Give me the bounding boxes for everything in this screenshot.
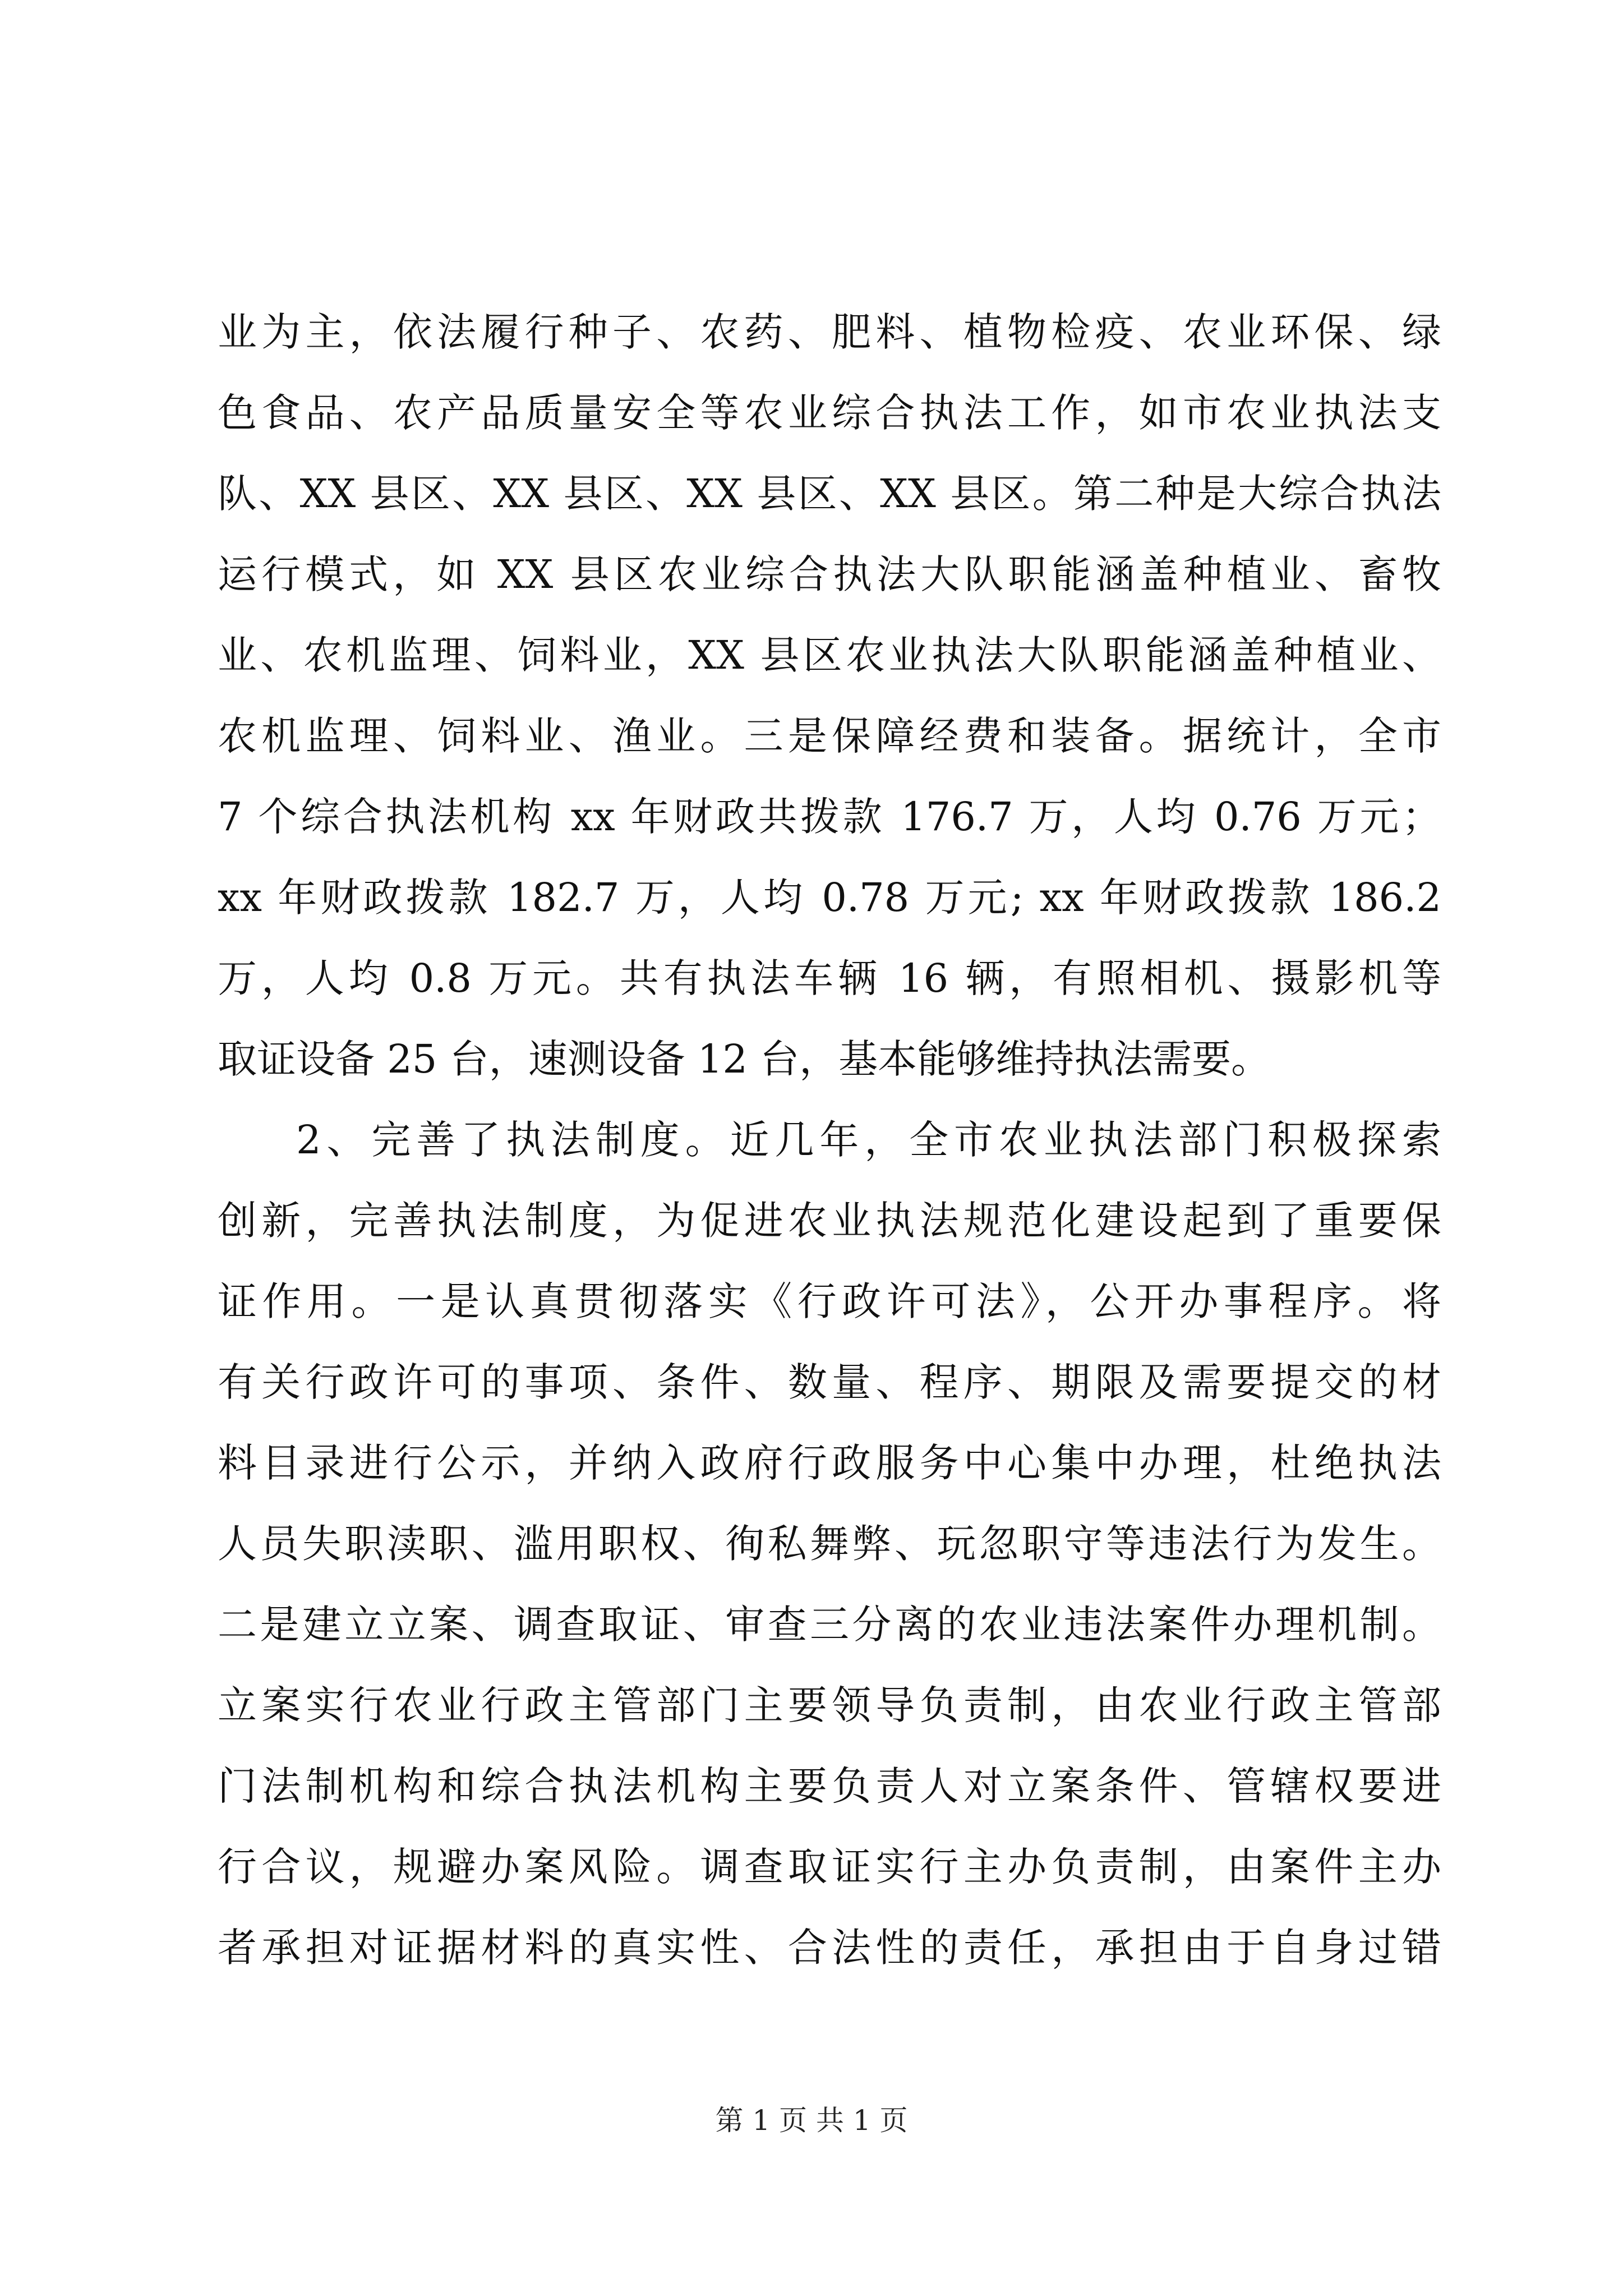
text-line: 色食品、农产品质量安全等农业综合执法工作，如市农业执法支	[218, 390, 1441, 436]
text-line: 二是建立立案、调查取证、审查三分离的农业违法案件办理机制。	[218, 1602, 1441, 1648]
text-line: 7 个综合执法机构 xx 年财政共拨款 176.7 万，人均 0.76 万元；	[218, 794, 1441, 840]
text-line: 料目录进行公示，并纳入政府行政服务中心集中办理，杜绝执法	[218, 1440, 1441, 1486]
page-number: 第 1 页 共 1 页	[715, 2104, 908, 2137]
text-line: 运行模式，如 XX 县区农业综合执法大队职能涵盖种植业、畜牧	[218, 551, 1441, 597]
paragraph-end-line: 取证设备 25 台，速测设备 12 台，基本能够维持执法需要。	[218, 1036, 1271, 1082]
paragraph-start-line: 2、完善了执法制度。近几年，全市农业执法部门积极探索	[296, 1117, 1441, 1163]
text-line: 万，人均 0.8 万元。共有执法车辆 16 辆，有照相机、摄影机等	[218, 955, 1441, 1001]
text-line: 门法制机构和综合执法机构主要负责人对立案条件、管辖权要进	[218, 1763, 1441, 1809]
text-line: 证作用。一是认真贯彻落实《行政许可法》，公开办事程序。将	[218, 1278, 1441, 1324]
text-line: 农机监理、饲料业、渔业。三是保障经费和装备。据统计，全市	[218, 713, 1441, 759]
page-footer	[0, 2104, 1623, 2137]
text-line: 者承担对证据材料的真实性、合法性的责任，承担由于自身过错	[218, 1925, 1441, 1971]
text-line: 人员失职渎职、滥用职权、徇私舞弊、玩忽职守等违法行为发生。	[218, 1521, 1441, 1567]
text-line: 有关行政许可的事项、条件、数量、程序、期限及需要提交的材	[218, 1359, 1441, 1405]
text-line: 业为主，依法履行种子、农药、肥料、植物检疫、农业环保、绿	[218, 309, 1441, 355]
text-line: 队、XX 县区、XX 县区、XX 县区、XX 县区。第二种是大综合执法	[218, 471, 1441, 517]
text-line: 业、农机监理、饲料业，XX 县区农业执法大队职能涵盖种植业、	[218, 632, 1441, 678]
text-line: xx 年财政拨款 182.7 万，人均 0.78 万元; xx 年财政拨款 186.2	[218, 875, 1441, 921]
text-line: 立案实行农业行政主管部门主要领导负责制，由农业行政主管部	[218, 1682, 1441, 1728]
text-line: 创新，完善执法制度，为促进农业执法规范化建设起到了重要保	[218, 1198, 1441, 1244]
text-line: 行合议，规避办案风险。调查取证实行主办负责制，由案件主办	[218, 1844, 1441, 1890]
document-body	[218, 292, 1441, 1988]
